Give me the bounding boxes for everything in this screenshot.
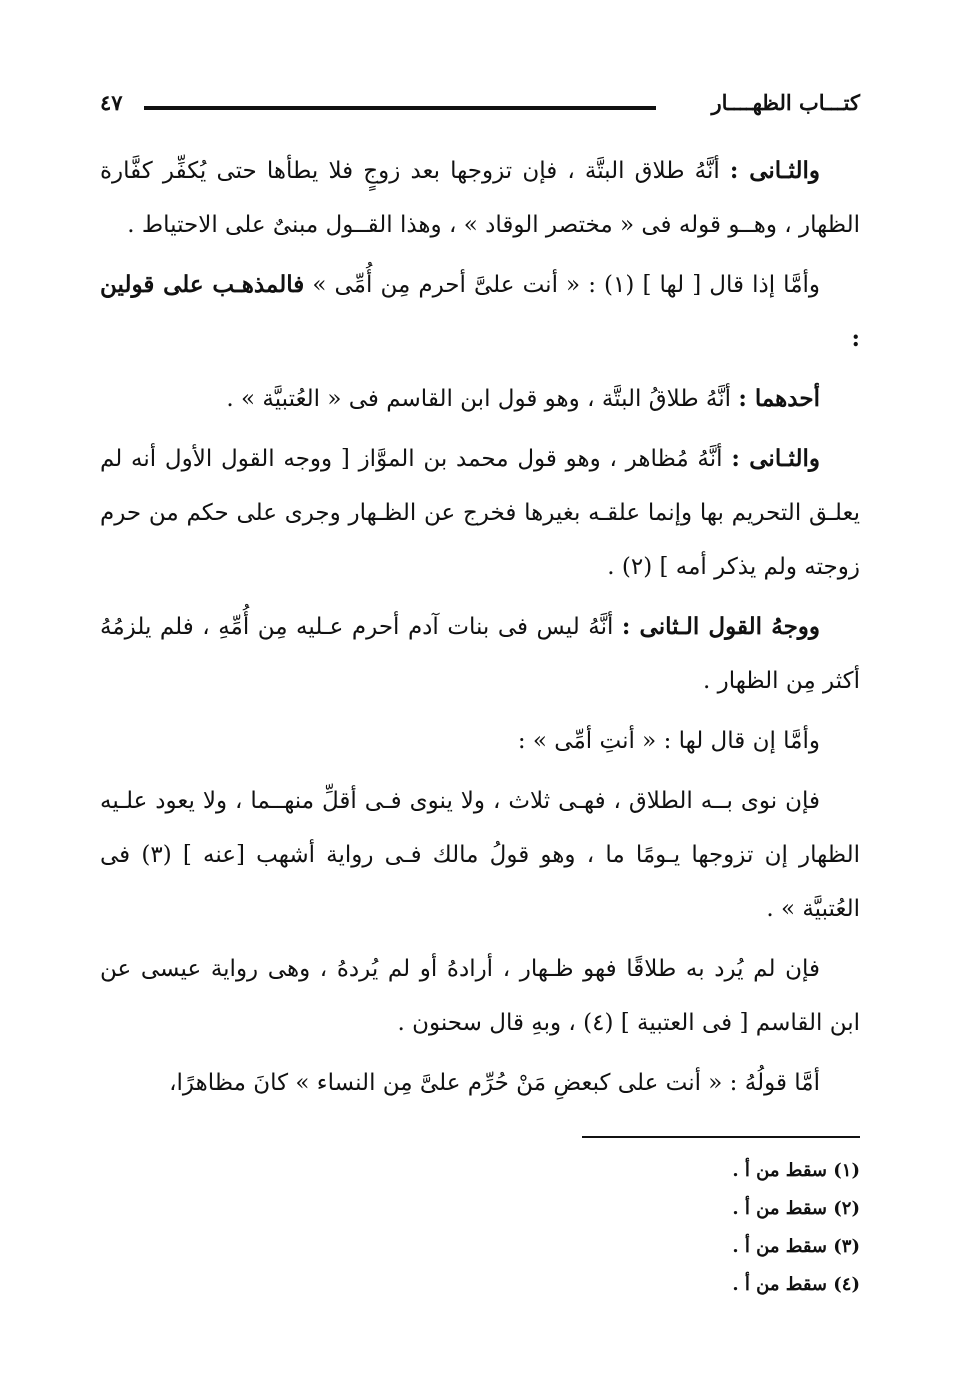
paragraph-9 — [100, 1056, 860, 1110]
footnote-item: (١) سقط من أ . — [732, 1160, 860, 1181]
running-header — [100, 84, 860, 118]
paragraph-7 — [100, 774, 860, 936]
paragraph-body: أنَّهُ طلاقُ البتَّة ، وهو قول ابن القاسم فى « العُتبيَّة » . — [226, 386, 739, 412]
footnote-rule — [582, 1136, 860, 1138]
footnotes — [560, 1152, 860, 1304]
page-number: ٤٧ — [100, 90, 123, 115]
paragraph-6 — [100, 714, 860, 768]
paragraph-body: أنَّهُ مُظاهر ، وهو قول محمد بن الموَّاز [ ووجه القول الأول أنه لم يعلـق التحريم بها وإنما علقـه بغيرها فخرج عن الظـهار وجرى على حكم من حرم زوجته ولم يذكر أمه ] (٢) . — [100, 446, 860, 580]
chapter-title: كتـــاب الظهــــار — [711, 90, 860, 115]
footnote-item: (٣) سقط من أ . — [732, 1236, 860, 1257]
main-text — [100, 144, 860, 1116]
header-rule — [144, 106, 656, 110]
paragraph-body: وأمَّا إذا قال [ لها ] (١) : « أنت علىَّ أحرم مِن أُمِّى » — [304, 272, 821, 298]
paragraph-3 — [100, 372, 860, 426]
paragraph-5 — [100, 600, 860, 708]
paragraph-body: أنَّهُ ليس فى بنات آدم أحرم عـليه مِن أُمِّهِ ، فلم يلزمُهُ أكثر مِن الظهار . — [100, 614, 860, 694]
paragraph-body: أنَّهُ طلاق البتَّة ، فإن تزوجها بعد زوجٍ فلا يطأها حتى يُكفِّر كفَّارة الظهار ، وهــو قوله فى « مختصر الوقاد » ، وهذا القــول مبنىٌ على الاحتياط . — [100, 158, 860, 238]
paragraph-1 — [100, 144, 860, 252]
paragraph-4 — [100, 432, 860, 594]
book-page — [100, 84, 860, 1374]
paragraph-lead: أحدهما : — [738, 385, 820, 412]
paragraph-2 — [100, 258, 860, 366]
paragraph-body: أمَّا قولُهُ : « أنت على كبعضِ مَنْ حُرِّم علىَّ مِن النساء » كانَ مظاهرًا، — [169, 1070, 820, 1096]
paragraph-body: فإن لم يُرد به طلاقًا فهو ظـهار ، أرادهُ أو لم يُردهُ ، وهى رواية عيسى عن ابن القاسم [ فى العتبية ] (٤) ، وبهِ قال سحنون . — [100, 956, 860, 1036]
paragraph-body: وأمَّا إن قال لها : « أنتِ أمِّى » : — [517, 728, 820, 754]
paragraph-body: فإن نوى بــه الطلاق ، فهـى ثلاث ، ولا ينوى فـى أقلِّ منهــما ، ولا يعود علـيه الظهار إن تزوجها يـومًا ما ، وهو قولُ مالك فـى رواية أشهب [عنه ] (٣) فى العُتبيَّة » . — [100, 788, 861, 922]
footnote-item: (٢) سقط من أ . — [732, 1198, 860, 1219]
paragraph-lead: والثـانى : — [731, 445, 821, 472]
paragraph-8 — [100, 942, 860, 1050]
footnote-item: (٤) سقط من أ . — [732, 1274, 860, 1295]
paragraph-lead: والثـانى : — [729, 157, 821, 184]
paragraph-lead: ووجهُ القول الـثانى : — [621, 613, 820, 640]
paragraph-tail: فالمذهـب على قولين : — [100, 271, 860, 352]
